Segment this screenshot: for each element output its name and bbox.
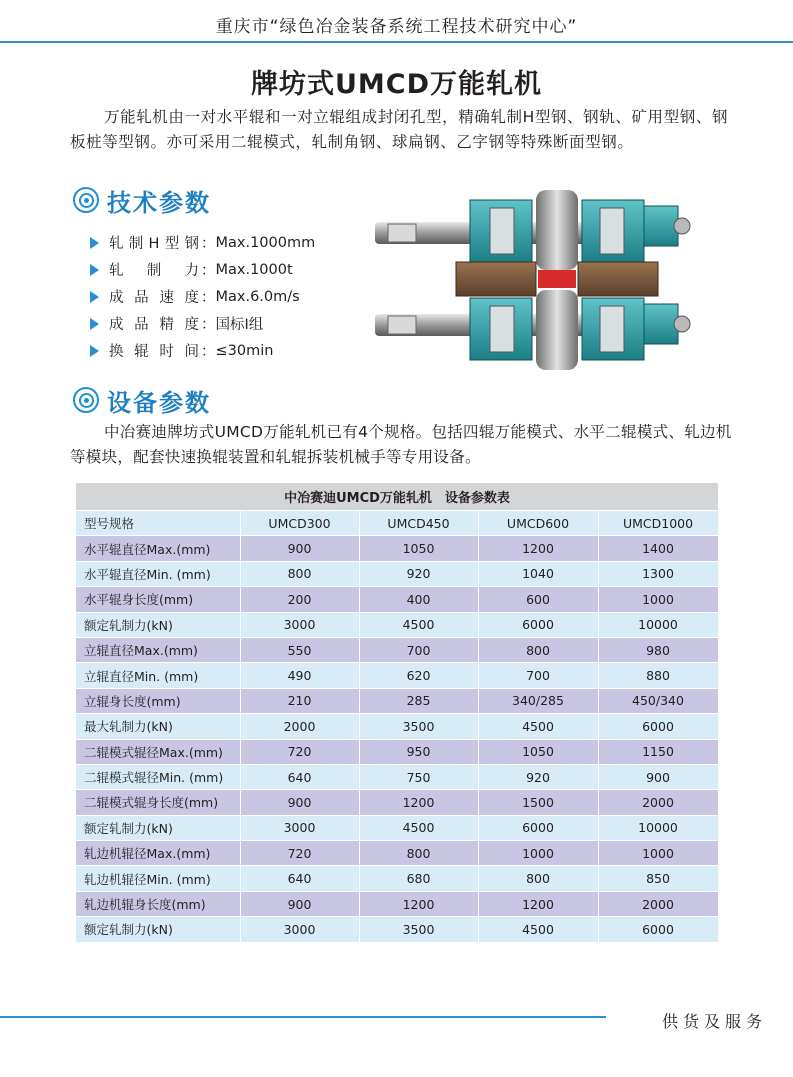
table-cell: 3500: [359, 917, 478, 942]
table-cell: 1000: [598, 841, 718, 866]
table-row: [76, 688, 718, 713]
row-label-cell: 二辊模式辊径Min. (mm): [76, 764, 240, 789]
row-label-cell: 立辊身长度(mm): [76, 688, 240, 713]
list-item: [90, 256, 315, 283]
table-row: [76, 511, 718, 536]
spec-label: 轧制力: [109, 263, 199, 279]
table-cell: 3500: [359, 714, 478, 739]
arrow-icon: [90, 345, 99, 357]
row-label-cell: 水平辊身长度(mm): [76, 587, 240, 612]
row-label-cell: 二辊模式辊身长度(mm): [76, 790, 240, 815]
header-divider: [0, 41, 793, 43]
rolling-mill-illustration: [370, 186, 715, 376]
table-cell: 620: [359, 663, 478, 688]
target-icon: [73, 187, 99, 213]
table-cell: 880: [598, 663, 718, 688]
footer-label: 供货及服务: [662, 1012, 768, 1031]
table-cell: 640: [240, 764, 359, 789]
table-cell: 340/285: [478, 688, 598, 713]
table-cell: 800: [240, 561, 359, 586]
row-label-cell: 水平辊直径Min. (mm): [76, 561, 240, 586]
table-row: [76, 891, 718, 916]
table-row: [76, 917, 718, 942]
footer-divider: [0, 1016, 606, 1018]
table-cell: 285: [359, 688, 478, 713]
spec-sep: ：: [201, 317, 216, 333]
table-cell: 1050: [359, 536, 478, 561]
table-caption: 中冶赛迪UMCD万能轧机 设备参数表: [76, 483, 718, 511]
table-cell: 6000: [598, 917, 718, 942]
table-cell: 680: [359, 866, 478, 891]
spec-value: Max.1000mm: [215, 234, 316, 251]
table-cell: 1000: [478, 841, 598, 866]
table-cell: 900: [598, 764, 718, 789]
table-row: [76, 790, 718, 815]
table-cell: 4500: [478, 714, 598, 739]
table-cell: 400: [359, 587, 478, 612]
spec-value: 国标Ⅰ组: [215, 317, 264, 333]
table-cell: UMCD1000: [598, 511, 718, 536]
spec-value: Max.1000t: [215, 261, 293, 278]
table-cell: 2000: [598, 891, 718, 916]
arrow-icon: [90, 318, 99, 330]
table-cell: 640: [240, 866, 359, 891]
spec-label: 轧制H型钢: [109, 236, 199, 252]
table-row: [76, 561, 718, 586]
spec-value: Max.6.0m/s: [215, 288, 300, 305]
table-cell: 800: [478, 637, 598, 662]
table-cell: 700: [359, 637, 478, 662]
table-cell: UMCD600: [478, 511, 598, 536]
table-cell: 6000: [478, 815, 598, 840]
spec-label: 成品精度: [109, 317, 199, 333]
list-item: [90, 310, 315, 337]
table-cell: 1200: [359, 790, 478, 815]
table-cell: 10000: [598, 815, 718, 840]
arrow-icon: [90, 264, 99, 276]
row-label-cell: 水平辊直径Max.(mm): [76, 536, 240, 561]
table-cell: 1000: [598, 587, 718, 612]
table-row: [76, 637, 718, 662]
table-cell: 1300: [598, 561, 718, 586]
list-item: [90, 283, 315, 310]
table-cell: 920: [359, 561, 478, 586]
spec-sep: ：: [201, 344, 216, 360]
table-cell: 1050: [478, 739, 598, 764]
table-cell: 600: [478, 587, 598, 612]
table-cell: 1040: [478, 561, 598, 586]
equipment-heading-label: 设备参数: [107, 388, 211, 417]
table-row: [76, 815, 718, 840]
spec-value: ≤30min: [215, 342, 274, 359]
table-cell: 720: [240, 739, 359, 764]
tech-section-heading: [73, 183, 211, 217]
row-label-cell: 立辊直径Max.(mm): [76, 637, 240, 662]
spec-sep: ：: [201, 263, 216, 279]
table-cell: 210: [240, 688, 359, 713]
spec-sep: ：: [201, 236, 216, 252]
table-cell: 490: [240, 663, 359, 688]
spec-label: 换辊时间: [109, 344, 199, 360]
tech-heading-label: 技术参数: [107, 188, 211, 217]
equipment-section-heading: [73, 383, 211, 417]
row-label-cell: 立辊直径Min. (mm): [76, 663, 240, 688]
row-label-cell: 轧边机辊径Min. (mm): [76, 866, 240, 891]
table-row: [76, 866, 718, 891]
target-icon: [73, 387, 99, 413]
table-row: [76, 587, 718, 612]
table-cell: UMCD300: [240, 511, 359, 536]
table-row: [76, 739, 718, 764]
table-cell: 4500: [359, 815, 478, 840]
table-cell: 700: [478, 663, 598, 688]
table-cell: 2000: [240, 714, 359, 739]
row-label-cell: 额定轧制力(kN): [76, 612, 240, 637]
table-cell: 6000: [478, 612, 598, 637]
tech-spec-list: [90, 229, 315, 364]
table-cell: 3000: [240, 917, 359, 942]
table-cell: 3000: [240, 612, 359, 637]
arrow-icon: [90, 291, 99, 303]
table-cell: 1400: [598, 536, 718, 561]
table-cell: 950: [359, 739, 478, 764]
intro-paragraph: 万能轧机由一对水平辊和一对立辊组成封闭孔型，精确轧制H型钢、钢轨、矿用型钢、钢板桩等型钢。亦可采用二辊模式，轧制角钢、球扁钢、乙字钢等特殊断面型钢。: [70, 108, 729, 151]
table-cell: 1200: [478, 536, 598, 561]
table-body: [76, 511, 718, 943]
table-cell: 450/340: [598, 688, 718, 713]
spec-sep: ：: [201, 290, 216, 306]
table-cell: 1200: [359, 891, 478, 916]
table-row: [76, 841, 718, 866]
table-row: [76, 612, 718, 637]
row-label-cell: 额定轧制力(kN): [76, 917, 240, 942]
table-cell: 3000: [240, 815, 359, 840]
row-label-cell: 额定轧制力(kN): [76, 815, 240, 840]
table-cell: 900: [240, 790, 359, 815]
table-row: [76, 714, 718, 739]
table-cell: 720: [240, 841, 359, 866]
table-cell: 800: [359, 841, 478, 866]
arrow-icon: [90, 237, 99, 249]
table-cell: 1500: [478, 790, 598, 815]
table-row: [76, 536, 718, 561]
table-cell: 4500: [478, 917, 598, 942]
table-cell: 800: [478, 866, 598, 891]
table-cell: 980: [598, 637, 718, 662]
table-cell: 1150: [598, 739, 718, 764]
equipment-intro: 中冶赛迪牌坊式UMCD万能轧机已有4个规格。包括四辊万能模式、水平二辊模式、轧边机等模块，配套快速换辊装置和轧辊拆装机械手等专用设备。: [70, 423, 732, 466]
table-cell: UMCD450: [359, 511, 478, 536]
row-label-cell: 最大轧制力(kN): [76, 714, 240, 739]
table-cell: 900: [240, 891, 359, 916]
parameter-table: [76, 483, 719, 943]
table-row: [76, 663, 718, 688]
table-cell: 200: [240, 587, 359, 612]
table-cell: 920: [478, 764, 598, 789]
table-cell: 550: [240, 637, 359, 662]
table-cell: 4500: [359, 612, 478, 637]
table-row: [76, 764, 718, 789]
table-cell: 750: [359, 764, 478, 789]
list-item: [90, 229, 315, 256]
table-cell: 6000: [598, 714, 718, 739]
row-label-cell: 轧边机辊径Max.(mm): [76, 841, 240, 866]
spec-label: 成品速度: [109, 290, 199, 306]
table-cell: 900: [240, 536, 359, 561]
page-title: 牌坊式UMCD万能轧机: [250, 69, 543, 100]
row-label-cell: 型号规格: [76, 511, 240, 536]
list-item: [90, 337, 315, 364]
table-cell: 10000: [598, 612, 718, 637]
row-label-cell: 轧边机辊身长度(mm): [76, 891, 240, 916]
table-cell: 1200: [478, 891, 598, 916]
table-cell: 2000: [598, 790, 718, 815]
table-cell: 850: [598, 866, 718, 891]
row-label-cell: 二辊模式辊径Max.(mm): [76, 739, 240, 764]
header-title: 重庆市“绿色冶金装备系统工程技术研究中心”: [215, 17, 578, 37]
